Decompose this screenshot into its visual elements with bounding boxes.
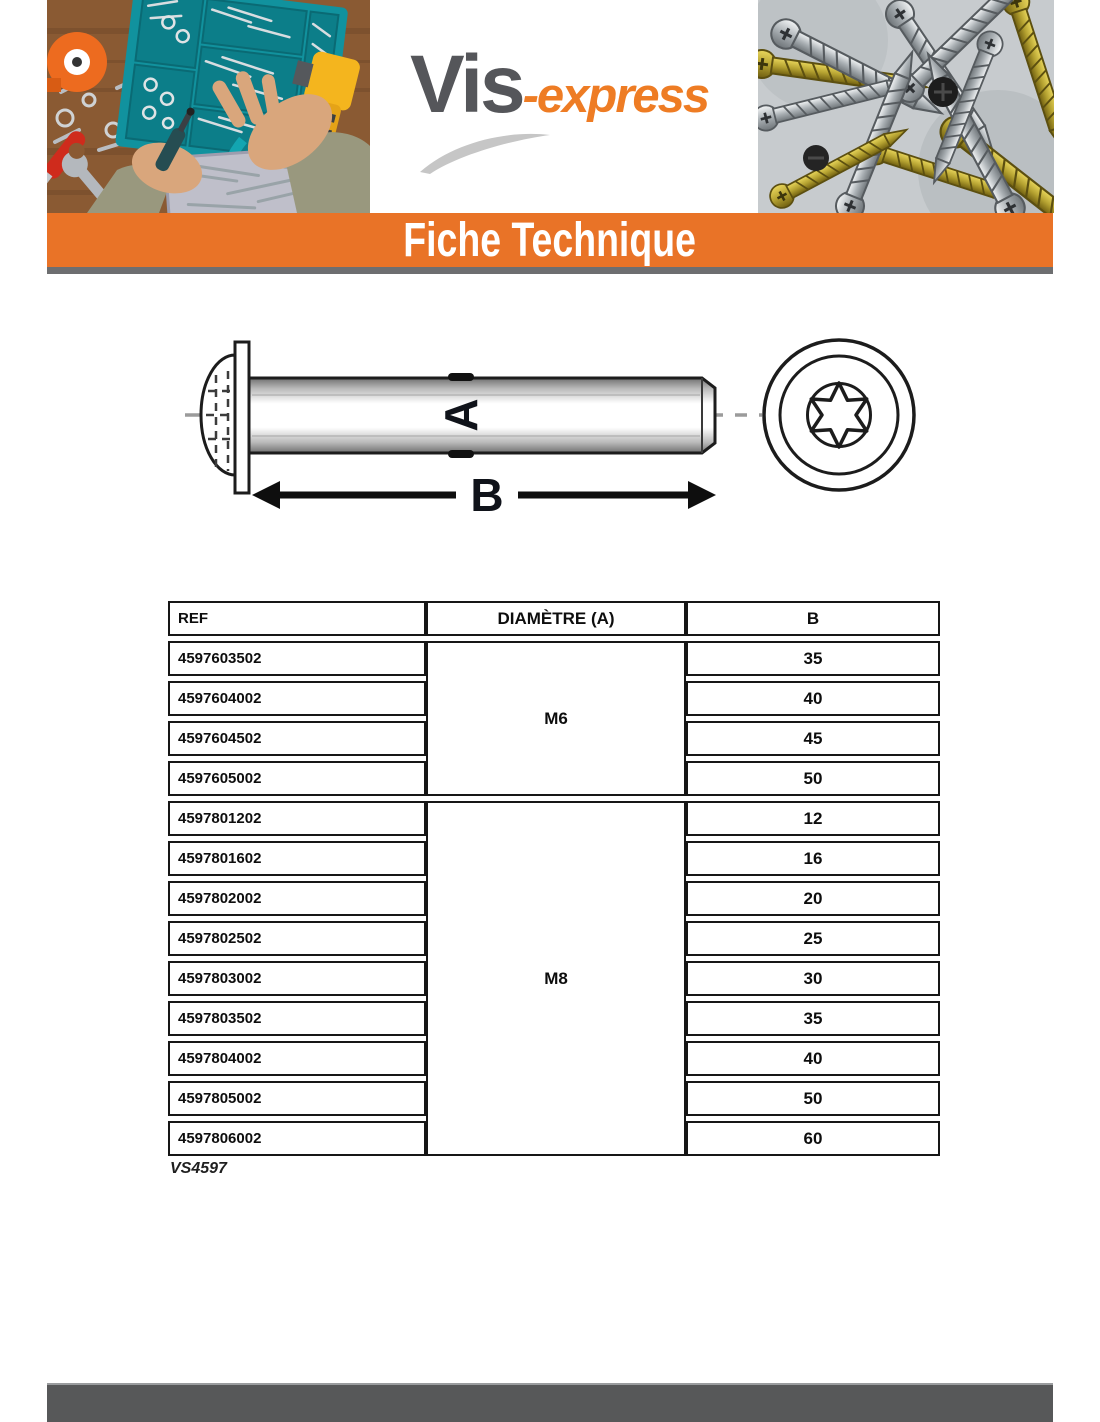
b-cell: 40 [686, 1041, 940, 1076]
ref-cell: 4597604502 [168, 721, 426, 756]
diameter-cell: M8 [426, 801, 686, 1156]
b-cell: 45 [686, 721, 940, 756]
brand-name-secondary: -express [522, 69, 709, 123]
logo-swoosh [414, 126, 554, 176]
ref-cell: 4597805002 [168, 1081, 426, 1116]
b-cell: 20 [686, 881, 940, 916]
product-code: VS4597 [170, 1160, 227, 1177]
ref-cell: 4597803502 [168, 1001, 426, 1036]
footer-bar [47, 1383, 1053, 1422]
b-cell: 30 [686, 961, 940, 996]
table-row [168, 641, 940, 676]
ref-cell: 4597603502 [168, 641, 426, 676]
ref-cell: 4597604002 [168, 681, 426, 716]
torx-recess-icon [811, 383, 866, 447]
b-cell: 25 [686, 921, 940, 956]
b-cell: 50 [686, 761, 940, 796]
dimension-a-tick [448, 450, 474, 458]
tape-measure-icon [47, 32, 107, 92]
table-header-row [168, 601, 940, 636]
table-row [168, 801, 940, 836]
spec-table [168, 596, 940, 1161]
ref-cell: 4597802002 [168, 881, 426, 916]
dimension-a-tick [448, 373, 474, 381]
screws-photo [758, 0, 1054, 213]
banner-underline [47, 267, 1053, 274]
ref-cell: 4597806002 [168, 1121, 426, 1156]
b-cell: 35 [686, 641, 940, 676]
b-cell: 60 [686, 1121, 940, 1156]
dimension-b-label: B [470, 469, 504, 521]
spec-table-body [168, 641, 940, 1156]
header-b: B [686, 601, 940, 636]
ref-cell: 4597803002 [168, 961, 426, 996]
b-cell: 12 [686, 801, 940, 836]
header-diameter: DIAMÈTRE (A) [426, 601, 686, 636]
dimension-a-label: A [435, 398, 487, 432]
ref-cell: 4597605002 [168, 761, 426, 796]
ref-cell: 4597802502 [168, 921, 426, 956]
ref-cell: 4597801202 [168, 801, 426, 836]
brand-logo [410, 39, 709, 130]
diameter-cell: M6 [426, 641, 686, 796]
b-cell: 40 [686, 681, 940, 716]
b-cell: 50 [686, 1081, 940, 1116]
brand-name-primary: Vis [410, 39, 523, 130]
workbench-photo [47, 0, 370, 213]
header-ref: REF [168, 601, 426, 636]
b-cell: 16 [686, 841, 940, 876]
ref-cell: 4597804002 [168, 1041, 426, 1076]
screw-head-flange [235, 342, 249, 493]
ref-cell: 4597801602 [168, 841, 426, 876]
banner [47, 213, 1053, 267]
page-title: Fiche Technique [403, 213, 697, 267]
b-cell: 35 [686, 1001, 940, 1036]
screw-diagram [150, 325, 950, 525]
